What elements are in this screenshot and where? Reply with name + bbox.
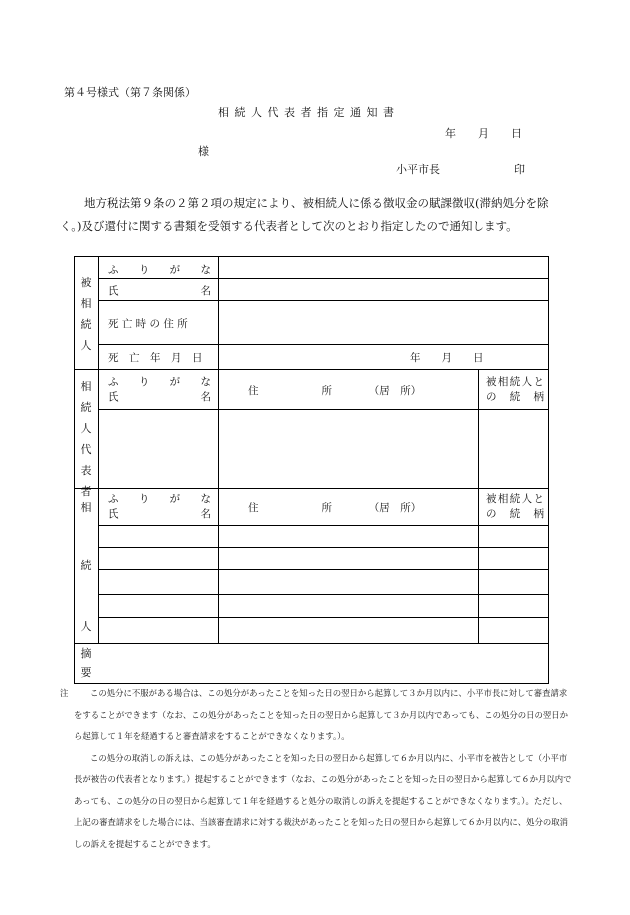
row-line	[98, 278, 549, 279]
label-deceased-furigana: ふ り が な	[108, 264, 211, 276]
label-rep-name: 氏 名	[108, 391, 211, 403]
row-line	[98, 525, 549, 526]
note-mark: 注	[60, 688, 69, 698]
label-heir-address: 住 所 （居 所）	[248, 502, 422, 514]
col-divider-label	[218, 256, 219, 643]
label-heir-relation: 被相続人との続柄	[486, 493, 544, 520]
issue-date: 年 月 日	[445, 127, 522, 140]
document-title: 相 続 人 代 表 者 指 定 通 知 書	[218, 106, 395, 119]
note-2-text: この処分の取消しの訴えは、この処分があったことを知った日の翌日から起算して６か月以内に、小平市を被告として（小平市長が被告の代表者となります。）提起することができます（なお、この処分があったことを知った日の翌日から起算して６か月以内であっても、この処分の日の翌日から起算して１年を経過すると処分の取消しの訴えを提起することができなくなります。）。ただし、上記の審査請求をした場合には、当該審査請求に対する裁決があったことを知った日の翌日から起算して６か月以内に、処分の取消しの訴えを提起することができます。	[74, 752, 572, 849]
issuer-mayor: 小平市長	[396, 163, 440, 176]
date-of-death-value: 年 月 日	[410, 352, 484, 364]
col-divider-relation	[478, 369, 479, 643]
note-1-text: この処分に不服がある場合は、この処分があったことを知った日の翌日から起算して３か月以内に、小平市長に対して審査請求をすることができます（なお、この処分があったことを知った日の翌日から起算して３か月以内であっても、この処分の日の翌日から起算して１年を経過すると審査請求をすることができなくなります。）。	[74, 688, 568, 741]
row-line	[98, 409, 549, 410]
row-line	[74, 643, 549, 644]
label-rep-relation: 被相続人との続柄	[486, 376, 544, 403]
group-heirs-top: 相	[80, 501, 92, 514]
label-summary: 摘 要	[80, 647, 92, 679]
label-heir-furigana-name	[108, 492, 211, 522]
label-heir-furigana: ふ り が な	[108, 493, 211, 505]
label-rep-address: 住 所 （居 所）	[248, 385, 422, 397]
label-address-at-death: 死 亡 時 の 住 所	[108, 318, 188, 330]
group-deceased: 被 相 続 人	[80, 276, 92, 352]
row-line	[98, 300, 549, 301]
notes-section	[60, 683, 575, 855]
row-line	[98, 594, 549, 595]
row-line	[98, 344, 549, 345]
addressee-sama: 様	[198, 145, 209, 158]
label-deceased-name: 氏 名	[108, 285, 211, 297]
label-rep-furigana: ふ り が な	[108, 376, 211, 388]
label-heir-name: 氏 名	[108, 508, 211, 520]
col-divider-group	[98, 256, 99, 643]
label-date-of-death: 死 亡 年 月 日	[108, 352, 203, 364]
row-line	[74, 369, 549, 370]
row-line	[98, 547, 549, 548]
note-1	[60, 683, 575, 748]
group-heirs-mid: 続	[80, 559, 92, 572]
row-line	[98, 617, 549, 618]
group-representative: 相 続 人 代 表 者	[80, 380, 92, 498]
form-number: 第４号様式（第７条関係）	[64, 86, 196, 99]
seal-mark: 印	[514, 163, 525, 176]
group-heirs-bottom: 人	[80, 620, 92, 633]
notice-paragraph: 地方税法第９条の２第２項の規定により、被相続人に係る徴収金の賦課徴収(滞納処分を除く。)及び還付に関する書類を受領する代表者として次のとおり指定したので通知します。	[60, 196, 549, 233]
row-line	[98, 569, 549, 570]
row-line	[74, 488, 549, 489]
label-rep-furigana-name	[108, 375, 211, 405]
